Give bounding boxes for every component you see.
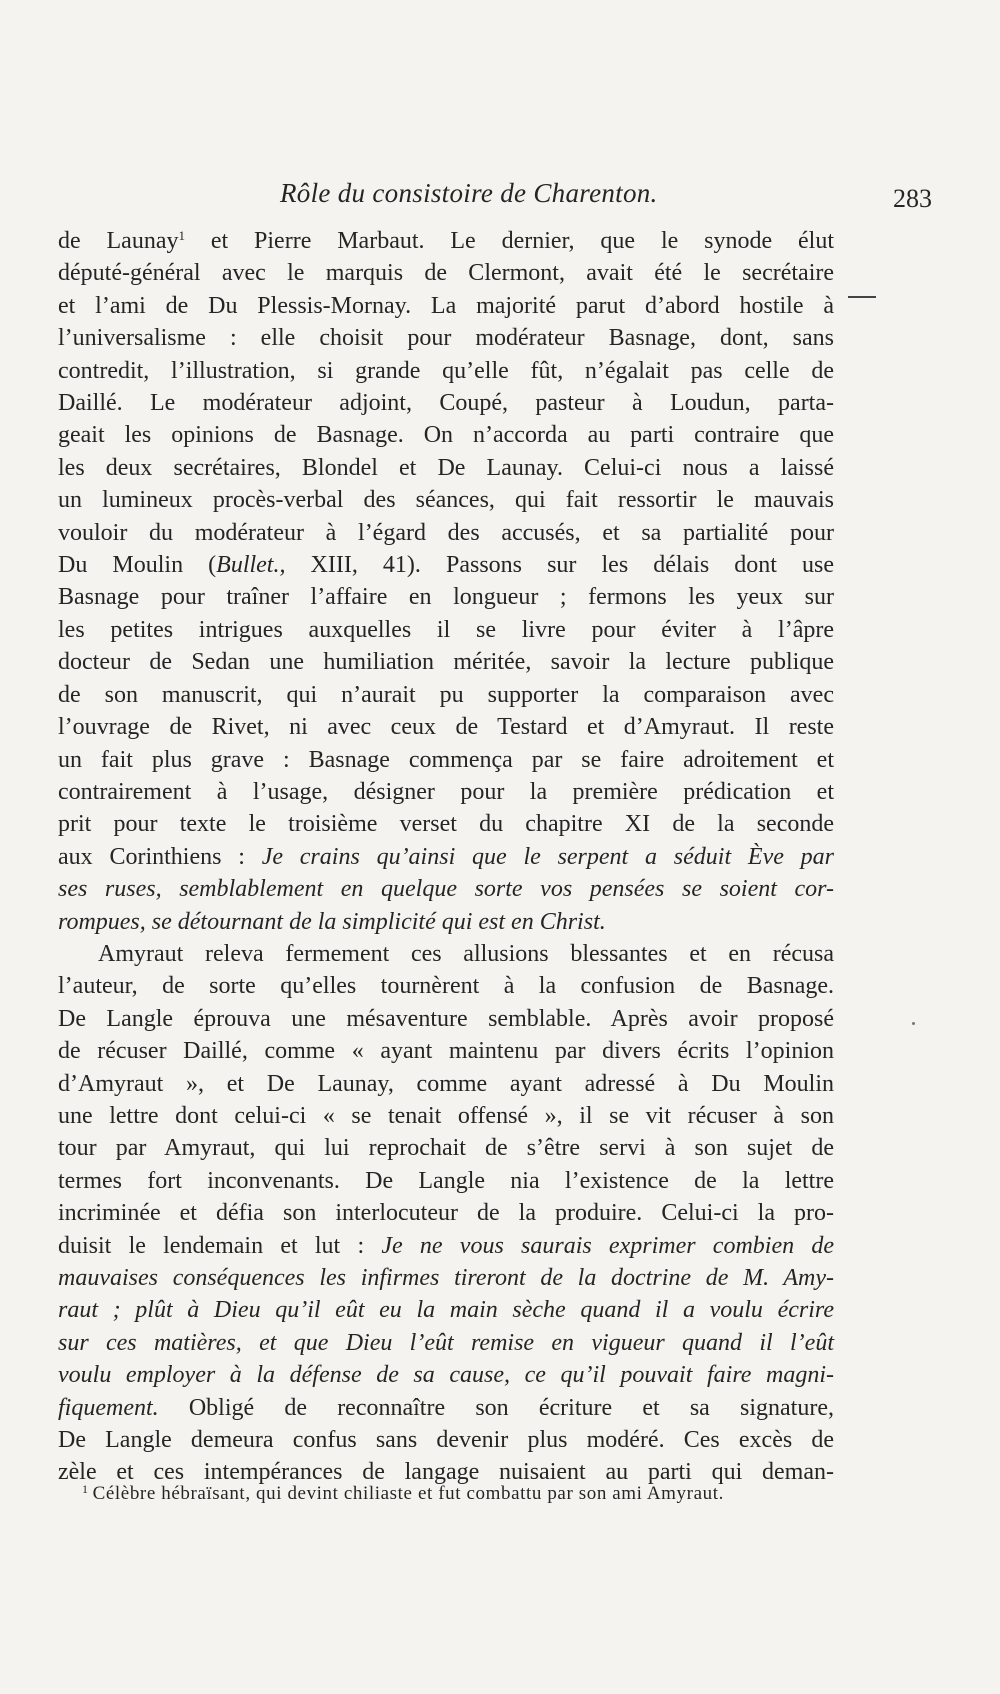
text-line: d’Amyraut », et De Launay, comme ayant adressé à Du Moulin bbox=[58, 1070, 834, 1097]
text-line: l’auteur, de sorte qu’elles tournèrent à la confusion de Basnage. bbox=[58, 973, 834, 1000]
italic-quotation: raut ; plût à Dieu qu’il eût eu la main sèche quand il a voulu écrire bbox=[58, 1297, 834, 1324]
italic-quotation: voulu employer à la défense de sa cause, ce qu’il pouvait faire magni- bbox=[58, 1362, 834, 1389]
text-line: les petites intrigues auxquelles il se livre pour éviter à l’âpre bbox=[58, 616, 834, 643]
page-number: 283 bbox=[893, 184, 932, 213]
text-segment: Obligé de reconnaître son écriture et sa signature, bbox=[158, 1394, 834, 1421]
footnote-text: Célèbre hébraïsant, qui devint chiliaste et fut combattu par son ami Amyraut. bbox=[92, 1483, 724, 1504]
text-line: prit pour texte le troisième verset du chapitre XI de la seconde bbox=[58, 811, 834, 838]
text-line: Basnage pour traîner l’affaire en longueur ; fermons les yeux sur bbox=[58, 584, 834, 611]
text-line: tour par Amyraut, qui lui reprochait de s’être servi à son sujet de bbox=[58, 1135, 834, 1162]
text-line: les deux secrétaires, Blondel et De Launay. Celui-ci nous a laissé bbox=[58, 454, 834, 481]
italic-quotation: fiquement. bbox=[58, 1394, 159, 1421]
text-line bbox=[58, 1294, 834, 1326]
italic-quotation: ses ruses, semblablement en quelque sorte vos pensées se soient cor- bbox=[58, 876, 834, 903]
text-line bbox=[58, 549, 834, 581]
running-title: Rôle du consistoire de Charenton. bbox=[280, 178, 658, 208]
page-header bbox=[60, 178, 932, 218]
italic-quotation: mauvaises conséquences les infirmes tireront de la doctrine de M. Amy- bbox=[58, 1265, 834, 1291]
paragraph-1 bbox=[58, 220, 834, 938]
text-line bbox=[58, 220, 834, 257]
text-line: de récuser Daillé, comme « ayant maintenu par divers écrits l’opinion bbox=[58, 1038, 834, 1065]
italic-citation: Bullet., bbox=[216, 552, 286, 579]
text-segment: aux Corinthiens : bbox=[58, 843, 262, 870]
body-text bbox=[58, 220, 834, 1489]
text-segment: et Pierre Marbaut. Le dernier, que le synode élut bbox=[184, 228, 834, 254]
text-line: l’universalisme : elle choisit pour modérateur Basnage, dont, sans bbox=[58, 325, 834, 352]
text-line bbox=[58, 1262, 834, 1294]
text-line: De Langle éprouva une mésaventure semblable. Après avoir proposé bbox=[58, 1005, 834, 1032]
text-line bbox=[58, 1392, 834, 1424]
text-line: un fait plus grave : Basnage commença par se faire adroitement et bbox=[58, 746, 834, 773]
text-line: de son manuscrit, qui n’aurait pu supporter la comparaison avec bbox=[58, 681, 834, 708]
text-line: geait les opinions de Basnage. On n’accorda au parti contraire que bbox=[58, 422, 834, 449]
text-line: contrairement à l’usage, désigner pour la première prédication et bbox=[58, 778, 834, 805]
footnote bbox=[82, 1482, 842, 1505]
italic-quotation: Je crains qu’ainsi que le serpent a séduit Ève par bbox=[261, 843, 834, 870]
text-line: incriminée et défia son interlocuteur de la produire. Celui-ci la pro- bbox=[58, 1200, 834, 1227]
text-line: et l’ami de Du Plessis-Mornay. La majorité parut d’abord hostile à bbox=[58, 292, 834, 319]
text-line: docteur de Sedan une humiliation méritée, savoir la lecture publique bbox=[58, 649, 834, 676]
footnote-reference: 1 bbox=[178, 228, 185, 243]
text-line: contredit, l’illustration, si grande qu’elle fût, n’égalait pas celle de bbox=[58, 357, 834, 384]
text-segment: XIII, 41). Passons sur les délais dont use bbox=[285, 552, 835, 579]
italic-quotation: Je ne vous saurais exprimer combien de bbox=[381, 1232, 834, 1259]
italic-quotation: rompues, se détournant de la simplicité qui est en Christ. bbox=[58, 908, 606, 935]
text-line bbox=[58, 873, 834, 905]
text-line: député-général avec le marquis de Clermont, avait été le secrétaire bbox=[58, 260, 834, 287]
text-line: vouloir du modérateur à l’égard des accusés, et sa partialité pour bbox=[58, 519, 834, 546]
margin-dash-mark bbox=[848, 296, 876, 298]
text-line: Daillé. Le modérateur adjoint, Coupé, pasteur à Loudun, parta- bbox=[58, 390, 834, 417]
text-segment: Du Moulin ( bbox=[58, 552, 217, 579]
text-line: De Langle demeura confus sans devenir plus modéré. Ces excès de bbox=[58, 1427, 834, 1454]
margin-dot-mark bbox=[912, 1022, 915, 1025]
paragraph-2 bbox=[58, 938, 834, 1489]
text-line: zèle et ces intempérances de langage nuisaient au parti qui deman- bbox=[58, 1459, 834, 1486]
text-line: un lumineux procès-verbal des séances, qui fait ressortir le mauvais bbox=[58, 487, 834, 514]
text-segment: de Launay bbox=[58, 228, 179, 254]
text-line: l’ouvrage de Rivet, ni avec ceux de Testard et d’Amyraut. Il reste bbox=[58, 714, 834, 741]
text-line bbox=[58, 906, 834, 938]
italic-quotation: sur ces matières, et que Dieu l’eût remise en vigueur quand il l’eût bbox=[58, 1329, 834, 1356]
text-segment: duisit le lendemain et lut : bbox=[58, 1232, 382, 1259]
footnote-marker: 1 bbox=[82, 1482, 89, 1496]
text-line: une lettre dont celui-ci « se tenait offensé », il se vit récuser à son bbox=[58, 1102, 834, 1129]
text-line bbox=[58, 841, 834, 873]
text-line: termes fort inconvenants. De Langle nia l’existence de la lettre bbox=[58, 1167, 834, 1194]
text-line bbox=[58, 1359, 834, 1391]
text-line bbox=[58, 1230, 834, 1262]
text-line bbox=[58, 1327, 834, 1359]
text-line: Amyraut releva fermement ces allusions blessantes et en récusa bbox=[98, 940, 834, 967]
